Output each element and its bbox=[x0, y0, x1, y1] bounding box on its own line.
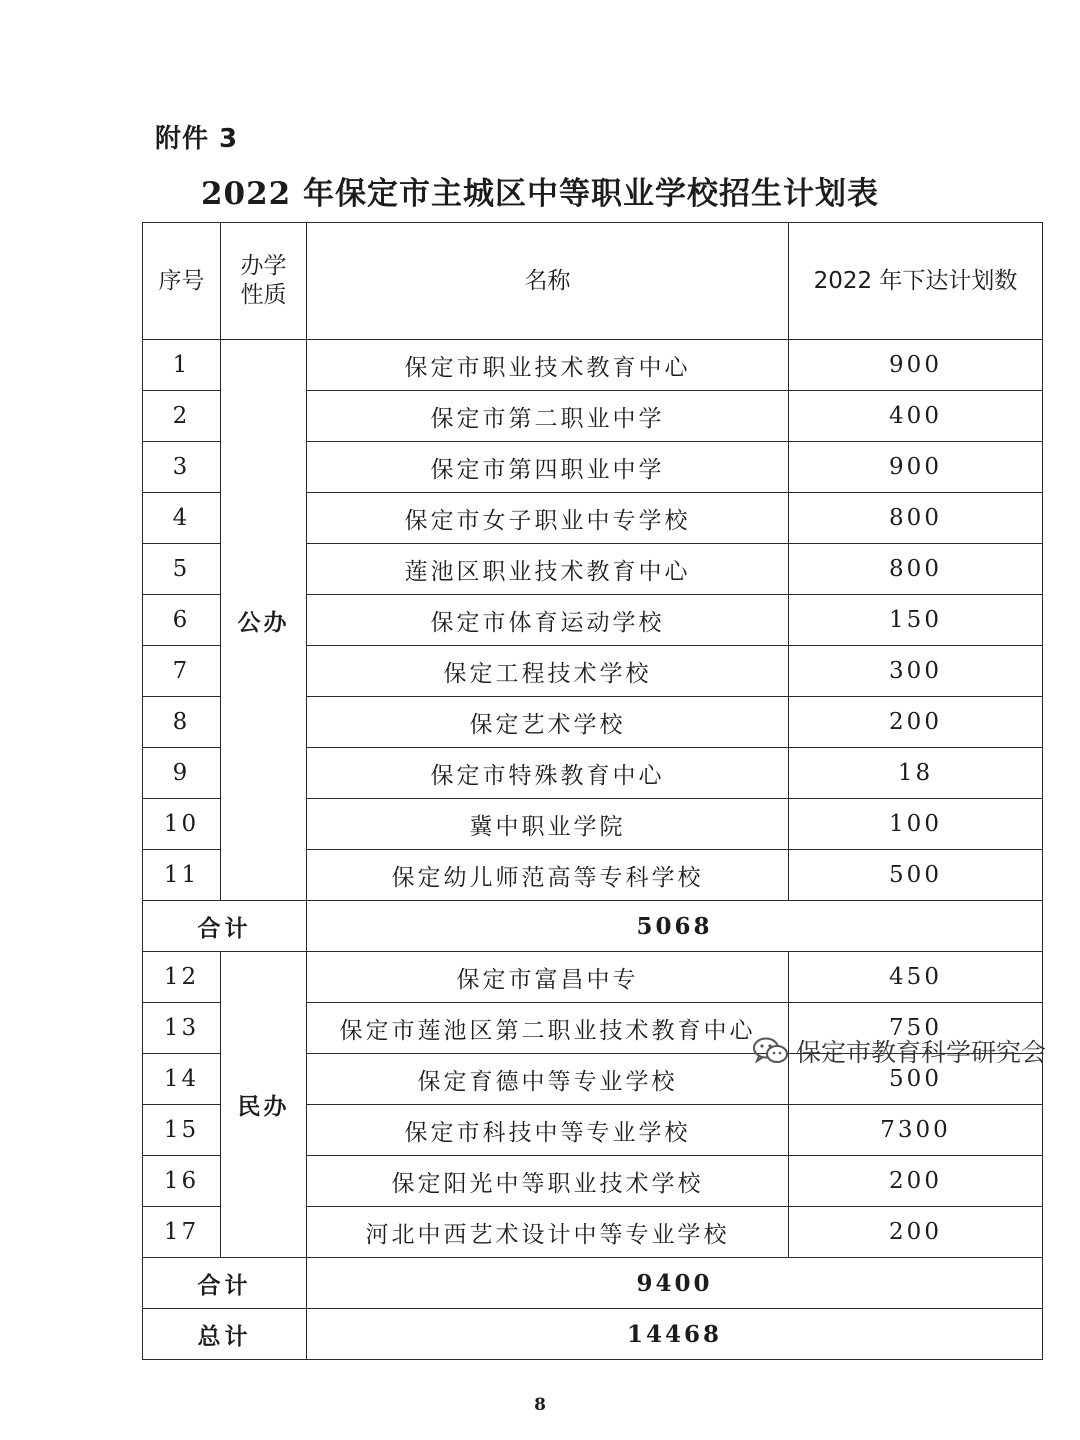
col-header-nature-text: 办学性质 bbox=[240, 253, 287, 308]
row-name: 保定幼儿师范高等专科学校 bbox=[307, 850, 789, 901]
row-no: 12 bbox=[143, 952, 221, 1003]
brand-name: 保定市教育科学研究会 bbox=[795, 1038, 1046, 1067]
subtotal-value: 5068 bbox=[307, 901, 1043, 952]
row-no: 1 bbox=[143, 340, 221, 391]
row-plan: 200 bbox=[789, 1156, 1043, 1207]
row-name: 保定市职业技术教育中心 bbox=[307, 340, 789, 391]
row-plan: 750 bbox=[789, 1003, 1043, 1054]
page-title: 2022 年保定市主城区中等职业学校招生计划表 bbox=[200, 176, 880, 212]
row-plan: 400 bbox=[789, 391, 1043, 442]
row-name: 保定市特殊教育中心 bbox=[307, 748, 789, 799]
attachment-label: 附件 3 bbox=[155, 124, 239, 154]
enrollment-plan-table bbox=[142, 222, 1043, 1360]
row-name: 保定市第四职业中学 bbox=[307, 442, 789, 493]
table-row bbox=[143, 340, 1043, 391]
row-no: 16 bbox=[143, 1156, 221, 1207]
row-no: 14 bbox=[143, 1054, 221, 1105]
grand-total-row bbox=[143, 1309, 1043, 1360]
subtotal-row-private bbox=[143, 1258, 1043, 1309]
row-name: 保定阳光中等职业技术学校 bbox=[307, 1156, 789, 1207]
row-name: 莲池区职业技术教育中心 bbox=[307, 544, 789, 595]
subtotal-row-public bbox=[143, 901, 1043, 952]
row-name: 保定市体育运动学校 bbox=[307, 595, 789, 646]
row-plan: 500 bbox=[789, 1054, 1043, 1105]
row-name: 保定市富昌中专 bbox=[307, 952, 789, 1003]
total-value: 14468 bbox=[307, 1309, 1043, 1360]
row-no: 15 bbox=[143, 1105, 221, 1156]
row-name: 保定市科技中等专业学校 bbox=[307, 1105, 789, 1156]
row-no: 5 bbox=[143, 544, 221, 595]
wechat-icon bbox=[752, 1036, 790, 1066]
row-no: 11 bbox=[143, 850, 221, 901]
col-header-plan: 2022 年下达计划数 bbox=[789, 223, 1043, 340]
row-plan: 300 bbox=[789, 646, 1043, 697]
watermark-brand bbox=[752, 1033, 1046, 1069]
row-no: 17 bbox=[143, 1207, 221, 1258]
subtotal-label: 合计 bbox=[143, 901, 307, 952]
row-no: 4 bbox=[143, 493, 221, 544]
table-row bbox=[143, 952, 1043, 1003]
row-no: 2 bbox=[143, 391, 221, 442]
row-plan: 900 bbox=[789, 340, 1043, 391]
row-name: 河北中西艺术设计中等专业学校 bbox=[307, 1207, 789, 1258]
subtotal-value: 9400 bbox=[307, 1258, 1043, 1309]
row-no: 6 bbox=[143, 595, 221, 646]
row-plan: 800 bbox=[789, 493, 1043, 544]
nature-public: 公办 bbox=[221, 340, 307, 901]
row-no: 3 bbox=[143, 442, 221, 493]
row-name: 保定市莲池区第二职业技术教育中心 bbox=[307, 1003, 789, 1054]
row-no: 9 bbox=[143, 748, 221, 799]
row-no: 7 bbox=[143, 646, 221, 697]
row-plan: 800 bbox=[789, 544, 1043, 595]
nature-private: 民办 bbox=[221, 952, 307, 1258]
col-header-no: 序号 bbox=[143, 223, 221, 340]
subtotal-label: 合计 bbox=[143, 1258, 307, 1309]
row-plan: 7300 bbox=[789, 1105, 1043, 1156]
row-plan: 500 bbox=[789, 850, 1043, 901]
row-no: 10 bbox=[143, 799, 221, 850]
row-no: 8 bbox=[143, 697, 221, 748]
row-name: 保定市第二职业中学 bbox=[307, 391, 789, 442]
row-plan: 900 bbox=[789, 442, 1043, 493]
col-header-nature bbox=[221, 223, 307, 340]
row-name: 保定艺术学校 bbox=[307, 697, 789, 748]
row-plan: 18 bbox=[789, 748, 1043, 799]
col-header-name: 名称 bbox=[307, 223, 789, 340]
row-name: 冀中职业学院 bbox=[307, 799, 789, 850]
row-plan: 150 bbox=[789, 595, 1043, 646]
row-plan: 200 bbox=[789, 697, 1043, 748]
page-number: 8 bbox=[534, 1395, 546, 1415]
table-header-row bbox=[143, 223, 1043, 340]
row-no: 13 bbox=[143, 1003, 221, 1054]
row-name: 保定工程技术学校 bbox=[307, 646, 789, 697]
row-plan: 450 bbox=[789, 952, 1043, 1003]
row-plan: 200 bbox=[789, 1207, 1043, 1258]
row-name: 保定育德中等专业学校 bbox=[307, 1054, 789, 1105]
total-label: 总计 bbox=[143, 1309, 307, 1360]
row-name: 保定市女子职业中专学校 bbox=[307, 493, 789, 544]
row-plan: 100 bbox=[789, 799, 1043, 850]
